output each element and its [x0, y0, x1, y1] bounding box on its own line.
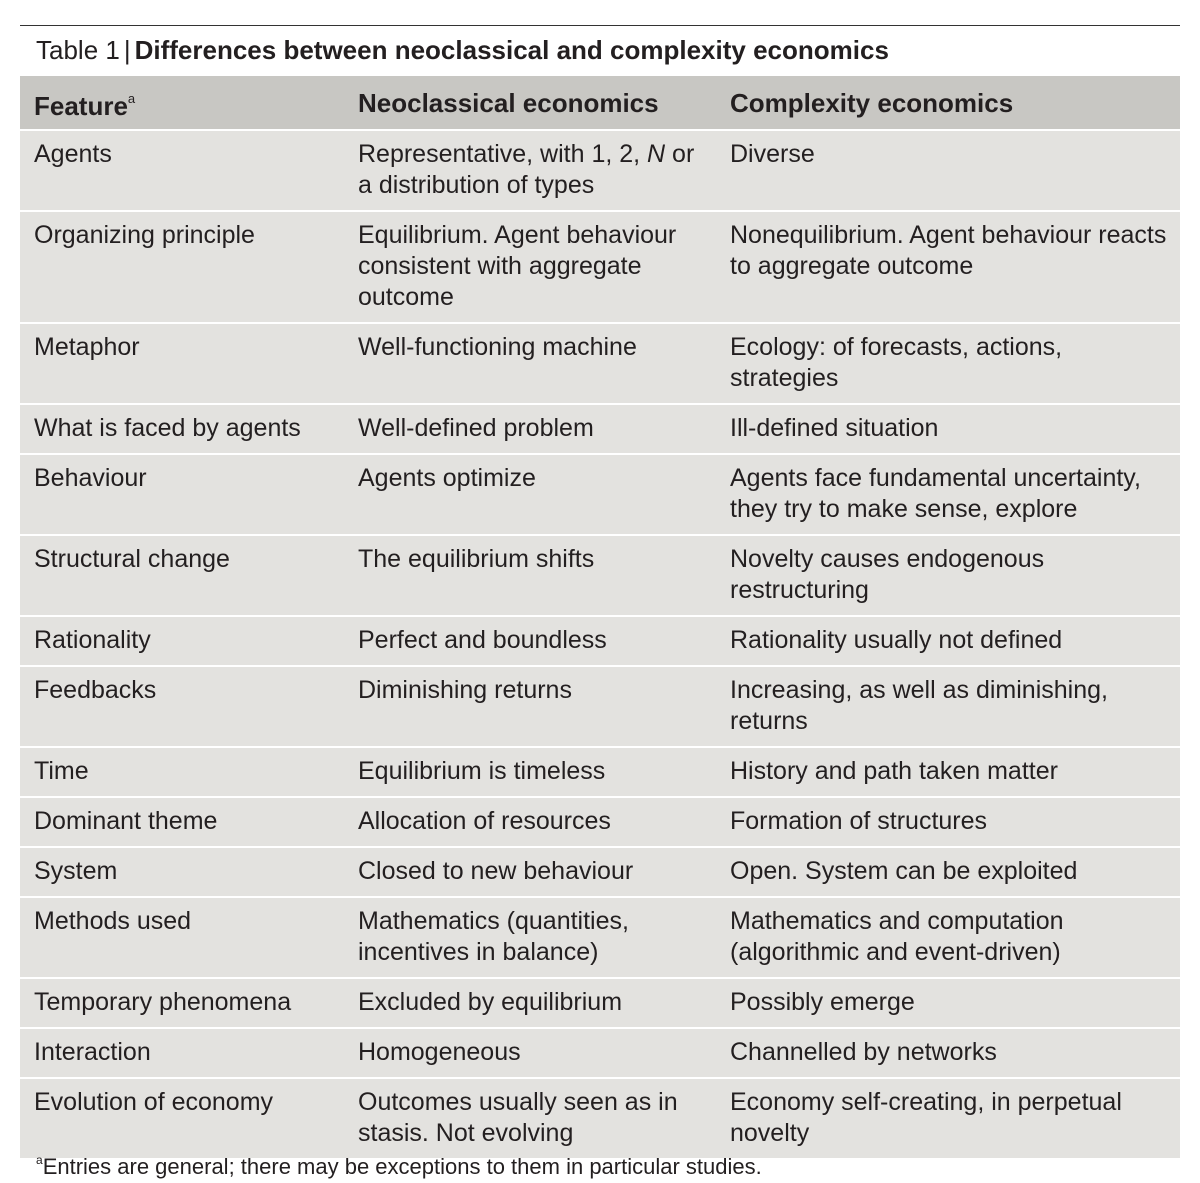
cell-neoclassical: [344, 130, 715, 211]
cell-neoclassical: Agents optimize: [358, 464, 536, 492]
cell-italic-n: N: [647, 140, 666, 168]
comparison-table: [20, 76, 1180, 1158]
footnote-marker: a: [36, 1153, 43, 1167]
header-neoclassical: Neoclassical economics: [358, 87, 659, 118]
cell-neoclassical: Well-defined problem: [358, 414, 594, 442]
table-row: [20, 454, 1180, 535]
table-row: [20, 323, 1180, 404]
cell-complexity: Agents face fundamental uncertainty, they try to make sense, explore: [730, 464, 1141, 523]
cell-neoclassical: Allocation of resources: [358, 807, 611, 835]
cell-neoclassical: Outcomes usually seen as in stasis. Not evolving: [358, 1088, 678, 1147]
table-row: [20, 978, 1180, 1028]
table-row: [20, 666, 1180, 747]
cell-feature: What is faced by agents: [34, 414, 301, 442]
cell-feature: Behaviour: [34, 464, 147, 492]
table-row: [20, 404, 1180, 454]
table-row: [20, 535, 1180, 616]
cell-complexity: Increasing, as well as diminishing, returns: [730, 676, 1108, 735]
cell-complexity: Ill-defined situation: [730, 414, 939, 442]
table-row: [20, 897, 1180, 978]
cell-complexity: Formation of structures: [730, 807, 988, 835]
cell-feature: Structural change: [34, 545, 230, 573]
cell-complexity: Ecology: of forecasts, actions, strategies: [730, 333, 1063, 392]
table-row: [20, 211, 1180, 323]
top-rule: [20, 25, 1180, 26]
table-row: [20, 797, 1180, 847]
cell-complexity: Rationality usually not defined: [730, 626, 1063, 654]
cell-complexity: Open. System can be exploited: [730, 857, 1078, 885]
cell-feature: Temporary phenomena: [34, 988, 292, 1016]
cell-feature: Organizing principle: [34, 221, 255, 249]
table-row: [20, 1028, 1180, 1078]
cell-feature: Methods used: [34, 907, 192, 935]
cell-neoclassical: Homogeneous: [358, 1038, 521, 1066]
table-row: [20, 747, 1180, 797]
table-label: Table 1: [36, 35, 120, 65]
cell-complexity: Nonequilibrium. Agent behaviour reacts to aggregate outcome: [730, 221, 1167, 280]
cell-neoclassical: Equilibrium is timeless: [358, 757, 606, 785]
cell-neoclassical: Excluded by equilibrium: [358, 988, 623, 1016]
table-caption: [36, 33, 889, 67]
cell-neoclassical: Well-functioning machine: [358, 333, 637, 361]
cell-neoclassical: Closed to new behaviour: [358, 857, 634, 885]
cell-complexity: Possibly emerge: [730, 988, 915, 1016]
header-feature-label: Feature: [34, 91, 128, 121]
cell-feature: Agents: [34, 140, 112, 168]
header-feature: [20, 76, 344, 130]
cell-text: or a distribution of types: [358, 140, 695, 199]
header-complexity: Complexity economics: [730, 87, 1014, 118]
table-title: Differences between neoclassical and complexity economics: [134, 35, 889, 65]
header-row: [20, 76, 1180, 130]
caption-separator: |: [123, 35, 131, 65]
cell-feature: Dominant theme: [34, 807, 218, 835]
cell-neoclassical: Equilibrium. Agent behaviour consistent with aggregate outcome: [358, 221, 677, 311]
cell-feature: Feedbacks: [34, 676, 157, 704]
table-footnote: [36, 1145, 762, 1182]
cell-text: Representative, with 1, 2,: [358, 140, 648, 168]
table-row: [20, 616, 1180, 666]
cell-feature: Metaphor: [34, 333, 140, 361]
table-row: [20, 130, 1180, 211]
cell-complexity: History and path taken matter: [730, 757, 1058, 785]
footnote-marker: a: [127, 91, 136, 106]
cell-complexity: Channelled by networks: [730, 1038, 997, 1066]
table-row: [20, 847, 1180, 897]
cell-feature: Rationality: [34, 626, 151, 654]
cell-feature: Interaction: [34, 1038, 151, 1066]
cell-neoclassical: Mathematics (quantities, incentives in balance): [358, 907, 629, 966]
footnote-text: Entries are general; there may be exceptions to them in particular studies.: [42, 1154, 762, 1179]
cell-complexity: Novelty causes endogenous restructuring: [730, 545, 1045, 604]
cell-neoclassical: Diminishing returns: [358, 676, 572, 704]
cell-neoclassical: The equilibrium shifts: [358, 545, 595, 573]
cell-complexity: Economy self-creating, in perpetual novelty: [730, 1088, 1122, 1147]
cell-complexity: Diverse: [730, 140, 815, 168]
cell-complexity: Mathematics and computation (algorithmic and event-driven): [730, 907, 1064, 966]
cell-feature: Evolution of economy: [34, 1088, 274, 1116]
cell-neoclassical: Perfect and boundless: [358, 626, 607, 654]
cell-feature: System: [34, 857, 118, 885]
cell-feature: Time: [34, 757, 89, 785]
